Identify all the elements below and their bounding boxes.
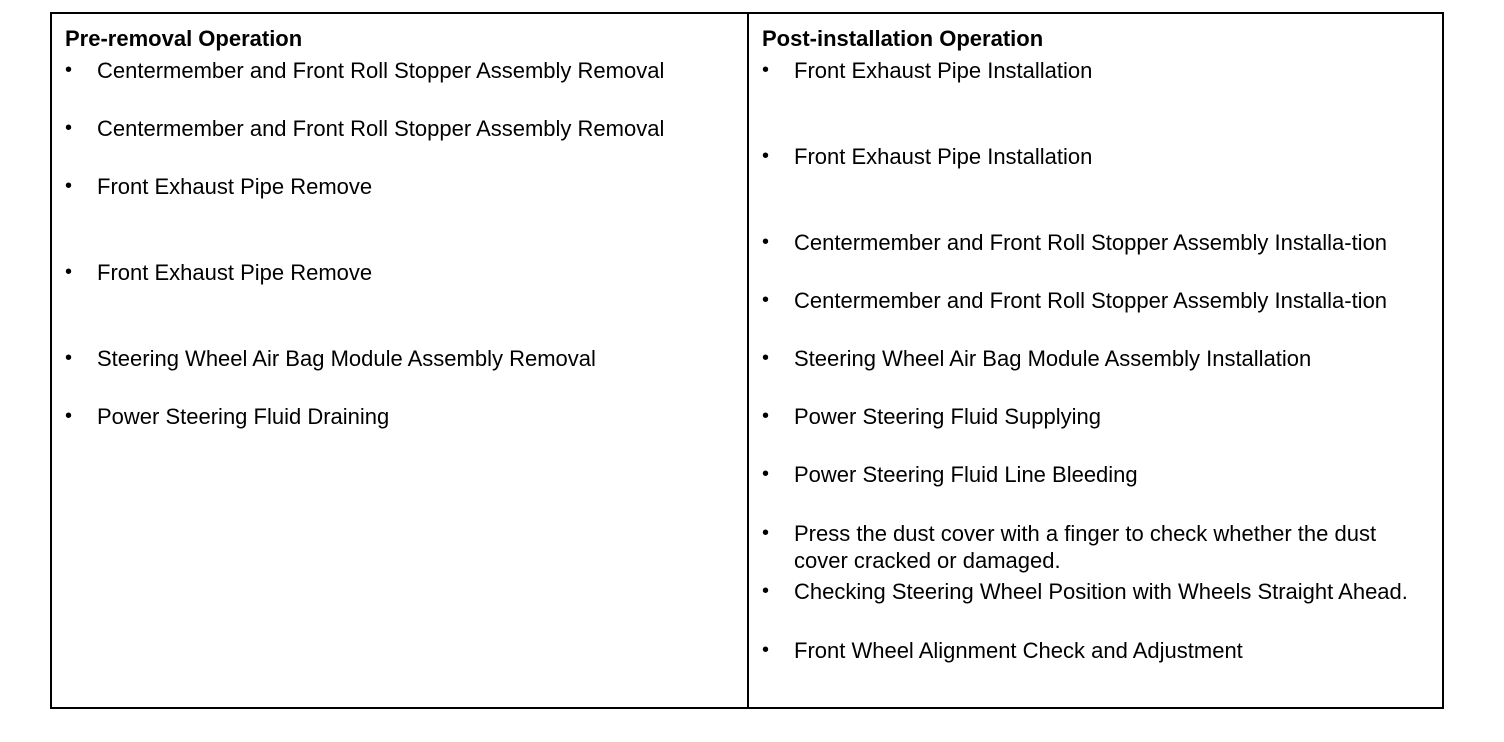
item-text: Steering Wheel Air Bag Module Assembly Installation — [794, 346, 1312, 371]
list-item — [65, 57, 735, 84]
list-item — [65, 115, 735, 142]
bullet-icon: • — [762, 289, 770, 311]
list-item — [65, 259, 735, 286]
list-item — [762, 287, 1432, 314]
post-installation-column — [749, 14, 1444, 707]
post-installation-heading: Post-installation Operation — [762, 26, 1044, 51]
bullet-icon: • — [762, 59, 770, 81]
bullet-icon: • — [762, 145, 770, 167]
operations-table — [50, 12, 1444, 709]
item-text: Power Steering Fluid Line Bleeding — [794, 462, 1138, 487]
item-text: Centermember and Front Roll Stopper Assembly Installa-tion — [794, 288, 1388, 313]
pre-removal-column — [52, 14, 747, 707]
item-text: Centermember and Front Roll Stopper Assembly Removal — [97, 58, 665, 83]
list-item — [762, 637, 1432, 664]
bullet-icon: • — [65, 175, 73, 197]
bullet-icon: • — [65, 117, 73, 139]
bullet-icon: • — [762, 522, 770, 544]
bullet-icon: • — [762, 405, 770, 427]
bullet-icon: • — [65, 59, 73, 81]
bullet-icon: • — [762, 463, 770, 485]
item-text: Centermember and Front Roll Stopper Assembly Removal — [97, 116, 665, 141]
pre-removal-heading: Pre-removal Operation — [65, 26, 303, 51]
item-text: Front Exhaust Pipe Remove — [97, 260, 373, 285]
item-text: Checking Steering Wheel Position with Wheels Straight Ahead. — [794, 579, 1408, 604]
item-text: Front Exhaust Pipe Installation — [794, 144, 1093, 169]
list-item — [65, 403, 735, 430]
item-text: Power Steering Fluid Supplying — [794, 404, 1101, 429]
list-item — [762, 520, 1432, 574]
list-item — [762, 143, 1432, 170]
bullet-icon: • — [762, 639, 770, 661]
bullet-icon: • — [65, 261, 73, 283]
item-text: Power Steering Fluid Draining — [97, 404, 390, 429]
list-item — [762, 461, 1432, 488]
list-item — [762, 57, 1432, 84]
item-text: Press the dust cover with a finger to check whether the dust cover cracked or damaged. — [794, 521, 1377, 573]
bullet-icon: • — [65, 405, 73, 427]
bullet-icon: • — [762, 231, 770, 253]
list-item — [762, 229, 1432, 256]
list-item — [762, 578, 1432, 605]
list-item — [762, 403, 1432, 430]
list-item — [65, 173, 735, 200]
bullet-icon: • — [762, 347, 770, 369]
item-text: Front Exhaust Pipe Installation — [794, 58, 1093, 83]
item-text: Front Wheel Alignment Check and Adjustment — [794, 638, 1243, 663]
item-text: Front Exhaust Pipe Remove — [97, 174, 373, 199]
bullet-icon: • — [762, 580, 770, 602]
item-text: Centermember and Front Roll Stopper Assembly Installa-tion — [794, 230, 1388, 255]
item-text: Steering Wheel Air Bag Module Assembly Removal — [97, 346, 596, 371]
list-item — [65, 345, 735, 372]
list-item — [762, 345, 1432, 372]
bullet-icon: • — [65, 347, 73, 369]
